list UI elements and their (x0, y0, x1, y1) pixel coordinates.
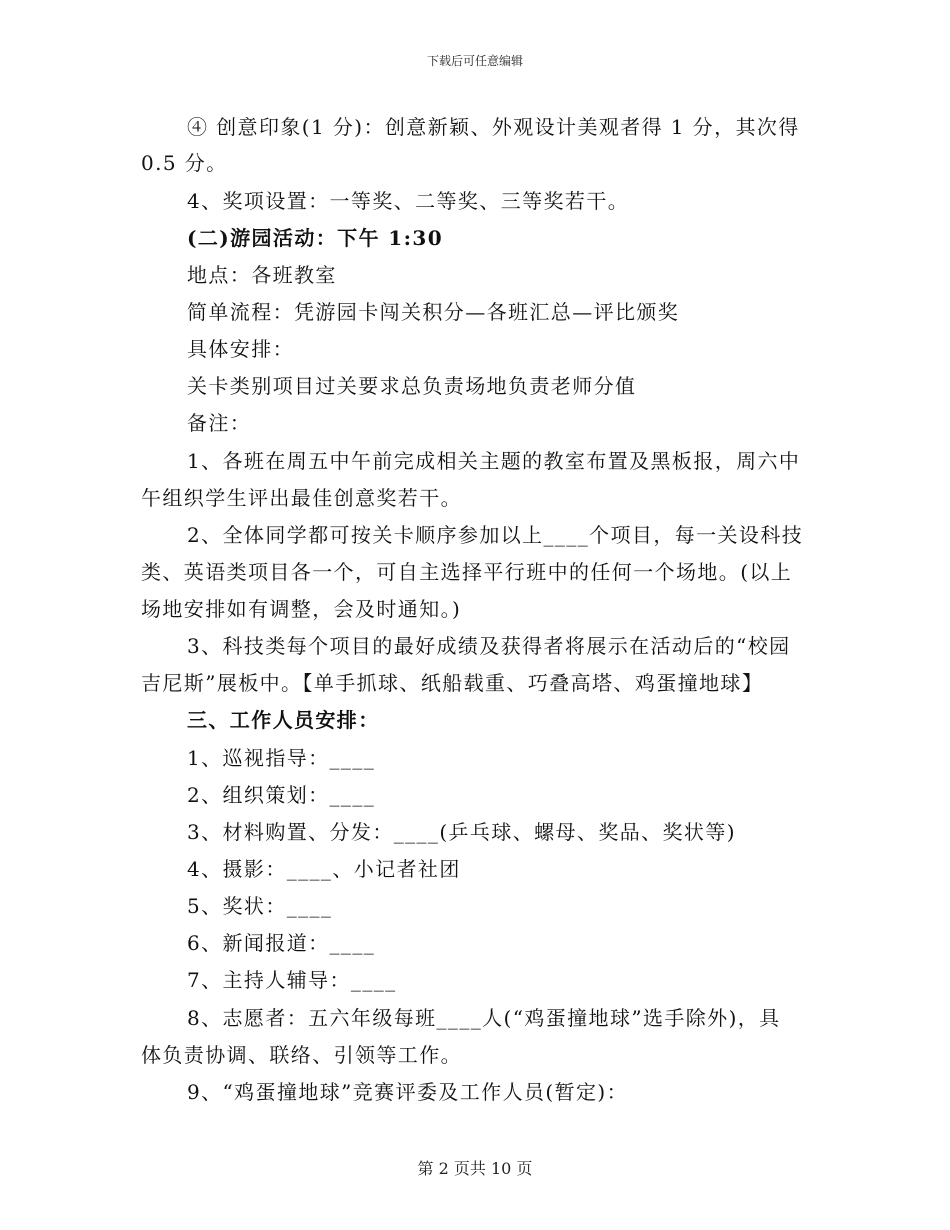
paragraph-line: 具体安排： (187, 337, 294, 361)
paragraph-line: 9、“鸡蛋撞地球”竞赛评委及工作人员(暂定)： (187, 1080, 628, 1104)
paragraph-line: 3、材料购置、分发：____(乒乓球、螺母、奖品、奖状等) (187, 820, 736, 844)
paragraph-line: 5、奖状：____ (187, 894, 333, 918)
paragraph-line: 1、巡视指导：____ (187, 746, 376, 770)
paragraph-line: 午组织学生评出最佳创意奖若干。 (141, 486, 462, 510)
paragraph-line: 0.5 分。 (141, 151, 228, 175)
paragraph-line: 3、科技类每个项目的最好成绩及获得者将展示在活动后的“校园 (187, 634, 791, 658)
paragraph-line: ④ 创意印象(1 分)：创意新颖、外观设计美观者得 1 分，其次得 (187, 115, 800, 139)
paragraph-line: 6、新闻报道：____ (187, 931, 376, 955)
paragraph-line: 7、主持人辅导：____ (187, 968, 397, 992)
paragraph-line: 1、各班在周五中午前完成相关主题的教室布置及黑板报，周六中 (187, 449, 801, 473)
paragraph-line: 4、摄影：____、小记者社团 (187, 857, 461, 881)
paragraph-line: 关卡类别项目过关要求总负责场地负责老师分值 (187, 374, 637, 398)
paragraph-line: 简单流程：凭游园卡闯关积分—各班汇总—评比颁奖 (187, 300, 680, 324)
paragraph-line: 地点：各班教室 (187, 263, 337, 287)
paragraph-line: 2、全体同学都可按关卡顺序参加以上____个项目，每一关设科技 (187, 523, 804, 547)
paragraph-line: 2、组织策划：____ (187, 783, 376, 807)
page-header: 下载后可任意编辑 (426, 54, 523, 68)
page-footer: 第 2 页共 10 页 (417, 1159, 533, 1178)
paragraph-line: 8、志愿者：五六年级每班____人(“鸡蛋撞地球”选手除外)，具 (187, 1006, 781, 1030)
paragraph-line: 类、英语类项目各一个，可自主选择平行班中的任何一个场地。(以上 (141, 560, 793, 584)
paragraph-line: 场地安排如有调整，会及时通知。) (141, 597, 462, 621)
section-heading: 三、工作人员安排： (187, 708, 380, 732)
paragraph-line: 吉尼斯”展板中。【单手抓球、纸船载重、巧叠高塔、鸡蛋撞地球】 (141, 671, 764, 695)
paragraph-line: 备注： (187, 411, 252, 435)
section-heading: (二)游园活动：下午 1:30 (187, 226, 444, 250)
paragraph-line: 4、奖项设置：一等奖、二等奖、三等奖若干。 (187, 189, 630, 213)
paragraph-line: 体负责协调、联络、引领等工作。 (141, 1043, 462, 1067)
